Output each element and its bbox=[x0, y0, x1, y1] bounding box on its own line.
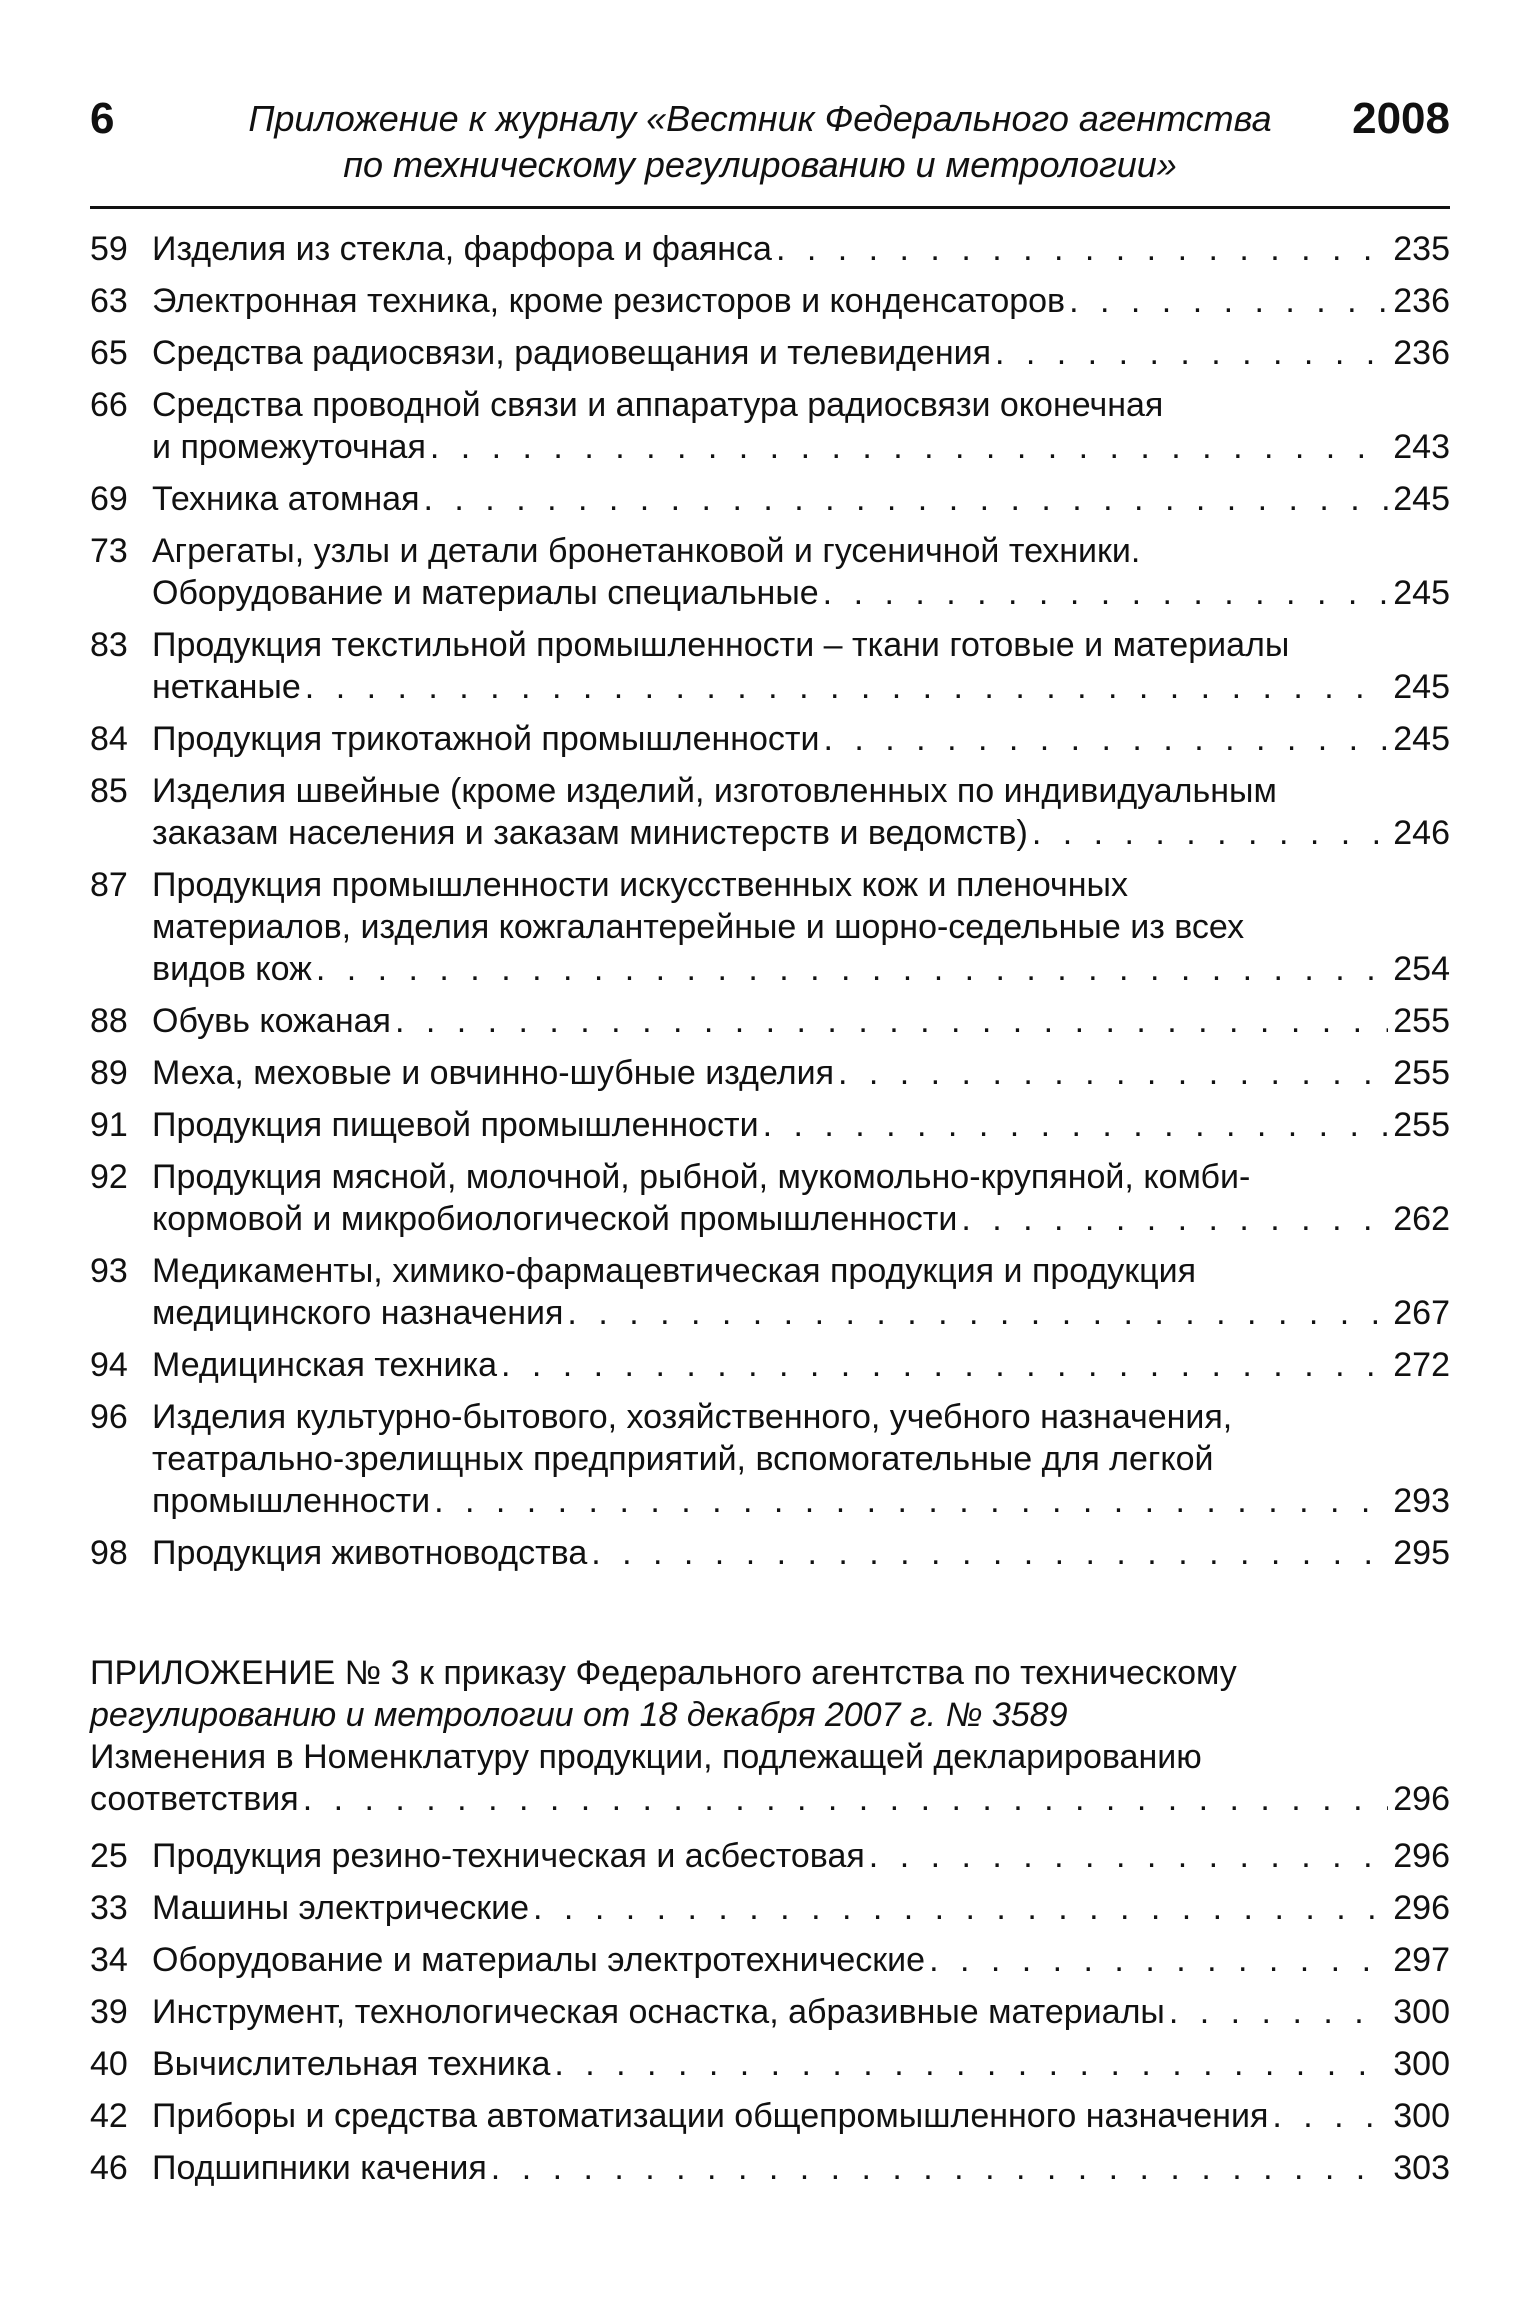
dot-leader bbox=[819, 572, 1388, 614]
entry-page-number: 235 bbox=[1393, 230, 1450, 268]
appendix-line3: Изменения в Номенклатуру продукции, подлежащей декларированию bbox=[90, 1738, 1202, 1776]
entry-code: 89 bbox=[90, 1054, 128, 1092]
entry-code: 69 bbox=[90, 480, 128, 518]
entry-title: Продукция трикотажной промышленности bbox=[152, 720, 820, 758]
entry-title: Техника атомная bbox=[152, 480, 420, 518]
entry-code: 93 bbox=[90, 1252, 128, 1290]
entry-page-number: 293 bbox=[1393, 1482, 1450, 1520]
entry-body bbox=[152, 2043, 1450, 2085]
entry-last-line bbox=[152, 2043, 1450, 2085]
entry-title: медицинского назначения bbox=[152, 1294, 564, 1332]
entry-page-number: 243 bbox=[1393, 428, 1450, 466]
entry-page-number: 245 bbox=[1393, 480, 1450, 518]
entry-body bbox=[152, 1939, 1450, 1981]
entry-last-line bbox=[152, 2147, 1450, 2189]
entry-page-number: 297 bbox=[1393, 1941, 1450, 1979]
dot-leader bbox=[299, 1778, 1388, 1820]
entry-body bbox=[152, 1991, 1450, 2033]
entry-title-line: Изделия культурно-бытового, хозяйственного, учебного назначения, bbox=[152, 1398, 1233, 1436]
entry-page-number: 300 bbox=[1393, 2045, 1450, 2083]
entry-last-line bbox=[152, 1344, 1450, 1386]
entry-last-line bbox=[152, 1052, 1450, 1094]
toc-entry bbox=[90, 280, 1450, 322]
entry-body bbox=[152, 2095, 1450, 2137]
entry-title-line: Продукция промышленности искусственных кож и пленочных bbox=[152, 866, 1128, 904]
entry-code: 87 bbox=[90, 866, 128, 904]
entry-code: 65 bbox=[90, 334, 128, 372]
page-header bbox=[90, 90, 1450, 210]
entry-last-line bbox=[152, 1887, 1450, 1929]
dot-leader bbox=[1065, 280, 1388, 322]
entry-last-line bbox=[152, 948, 1450, 990]
dot-leader bbox=[391, 1000, 1388, 1042]
publication-year: 2008 bbox=[1352, 94, 1450, 143]
entry-page-number: 255 bbox=[1393, 1002, 1450, 1040]
entry-code: 91 bbox=[90, 1106, 128, 1144]
journal-title-line2: по техническому регулированию и метрологии» bbox=[343, 144, 1177, 185]
entry-page-number: 300 bbox=[1393, 2097, 1450, 2135]
entry-code: 46 bbox=[90, 2149, 128, 2187]
entry-code: 73 bbox=[90, 532, 128, 570]
entry-body bbox=[152, 770, 1450, 854]
entry-code: 40 bbox=[90, 2045, 128, 2083]
entry-last-line bbox=[152, 1000, 1450, 1042]
dot-leader bbox=[430, 1480, 1388, 1522]
dot-leader bbox=[865, 1835, 1388, 1877]
entry-title: кормовой и микробиологической промышленности bbox=[152, 1200, 958, 1238]
entry-title: Оборудование и материалы электротехнические bbox=[152, 1941, 926, 1979]
entry-page-number: 254 bbox=[1393, 950, 1450, 988]
entry-code: 25 bbox=[90, 1837, 128, 1875]
entry-last-line bbox=[152, 572, 1450, 614]
table-of-contents bbox=[90, 228, 1450, 1584]
dot-leader bbox=[420, 478, 1388, 520]
entry-code: 98 bbox=[90, 1534, 128, 1572]
entry-page-number: 267 bbox=[1393, 1294, 1450, 1332]
entry-body bbox=[152, 1835, 1450, 1877]
entry-code: 66 bbox=[90, 386, 128, 424]
dot-leader bbox=[820, 718, 1389, 760]
entry-code: 94 bbox=[90, 1346, 128, 1384]
entry-code: 96 bbox=[90, 1398, 128, 1436]
entry-last-line bbox=[152, 1991, 1450, 2033]
entry-body bbox=[152, 332, 1450, 374]
entry-last-line bbox=[152, 1835, 1450, 1877]
toc-entry bbox=[90, 2147, 1450, 2189]
entry-title-line: материалов, изделия кожгалантерейные и шорно-седельные из всех bbox=[152, 908, 1245, 946]
entry-title: Обувь кожаная bbox=[152, 1002, 391, 1040]
entry-code: 92 bbox=[90, 1158, 128, 1196]
entry-body bbox=[152, 1104, 1450, 1146]
entry-title: Продукция резино-техническая и асбестовая bbox=[152, 1837, 865, 1875]
entry-code: 88 bbox=[90, 1002, 128, 1040]
toc-entry bbox=[90, 1991, 1450, 2033]
entry-last-line bbox=[152, 1532, 1450, 1574]
entry-last-line bbox=[152, 2095, 1450, 2137]
toc-entry bbox=[90, 770, 1450, 854]
entry-title-line: Агрегаты, узлы и детали бронетанковой и гусеничной техники. bbox=[152, 532, 1141, 570]
entry-body bbox=[152, 1887, 1450, 1929]
header-divider bbox=[90, 206, 1450, 209]
entry-title: и промежуточная bbox=[152, 428, 426, 466]
entry-body bbox=[152, 228, 1450, 270]
appendix-table-of-contents bbox=[90, 1835, 1450, 2199]
toc-entry bbox=[90, 1396, 1450, 1522]
entry-code: 39 bbox=[90, 1993, 128, 2031]
journal-title bbox=[210, 96, 1310, 188]
entry-title: Изделия из стекла, фарфора и фаянса bbox=[152, 230, 772, 268]
entry-body bbox=[152, 1396, 1450, 1522]
entry-body bbox=[152, 1250, 1450, 1334]
entry-title: нетканые bbox=[152, 668, 301, 706]
entry-title-line: Изделия швейные (кроме изделий, изготовленных по индивидуальным bbox=[152, 772, 1277, 810]
toc-entry bbox=[90, 1887, 1450, 1929]
toc-entry bbox=[90, 228, 1450, 270]
entry-body bbox=[152, 1052, 1450, 1094]
entry-body bbox=[152, 1344, 1450, 1386]
entry-title: Медицинская техника bbox=[152, 1346, 497, 1384]
entry-title: Оборудование и материалы специальные bbox=[152, 574, 819, 612]
entry-last-line bbox=[152, 1939, 1450, 1981]
toc-entry bbox=[90, 332, 1450, 374]
entry-code: 63 bbox=[90, 282, 128, 320]
appendix-heading bbox=[90, 1652, 1450, 1832]
toc-entry bbox=[90, 2043, 1450, 2085]
entry-body bbox=[152, 624, 1450, 708]
dot-leader bbox=[587, 1532, 1388, 1574]
entry-last-line bbox=[152, 718, 1450, 760]
entry-last-line bbox=[152, 1104, 1450, 1146]
toc-entry bbox=[90, 478, 1450, 520]
entry-code: 83 bbox=[90, 626, 128, 664]
appendix-line1: ПРИЛОЖЕНИЕ № 3 к приказу Федерального агентства по техническому bbox=[90, 1654, 1237, 1692]
dot-leader bbox=[426, 426, 1388, 468]
entry-code: 33 bbox=[90, 1889, 128, 1927]
entry-body bbox=[152, 1532, 1450, 1574]
toc-entry bbox=[90, 1835, 1450, 1877]
toc-entry bbox=[90, 1000, 1450, 1042]
toc-entry bbox=[90, 1052, 1450, 1094]
dot-leader bbox=[991, 332, 1388, 374]
toc-entry bbox=[90, 718, 1450, 760]
toc-entry bbox=[90, 1156, 1450, 1240]
entry-title: Электронная техника, кроме резисторов и конденсаторов bbox=[152, 282, 1066, 320]
appendix-last-line bbox=[90, 1778, 1450, 1820]
entry-body bbox=[152, 530, 1450, 614]
entry-title: Продукция пищевой промышленности bbox=[152, 1106, 759, 1144]
journal-title-line1: Приложение к журналу «Вестник Федерального агентства bbox=[248, 98, 1272, 139]
toc-entry bbox=[90, 1532, 1450, 1574]
entry-page-number: 245 bbox=[1393, 574, 1450, 612]
entry-body bbox=[152, 718, 1450, 760]
entry-body bbox=[152, 2147, 1450, 2189]
toc-entry bbox=[90, 624, 1450, 708]
entry-code: 85 bbox=[90, 772, 128, 810]
dot-leader bbox=[563, 1292, 1388, 1334]
entry-last-line bbox=[152, 1198, 1450, 1240]
toc-entry bbox=[90, 1104, 1450, 1146]
toc-entry bbox=[90, 2095, 1450, 2137]
entry-page-number: 236 bbox=[1393, 282, 1450, 320]
entry-last-line bbox=[152, 812, 1450, 854]
entry-title: Подшипники качения bbox=[152, 2149, 487, 2187]
entry-title: Инструмент, технологическая оснастка, абразивные материалы bbox=[152, 1993, 1165, 2031]
dot-leader bbox=[497, 1344, 1388, 1386]
dot-leader bbox=[1165, 1991, 1388, 2033]
appendix-page: 296 bbox=[1393, 1780, 1450, 1818]
entry-title: промышленности bbox=[152, 1482, 431, 1520]
entry-title: заказам населения и заказам министерств и ведомств) bbox=[152, 814, 1028, 852]
entry-page-number: 255 bbox=[1393, 1054, 1450, 1092]
dot-leader bbox=[1028, 812, 1388, 854]
toc-entry bbox=[90, 864, 1450, 990]
entry-title: видов кож bbox=[152, 950, 312, 988]
entry-page-number: 246 bbox=[1393, 814, 1450, 852]
entry-title: Вычислительная техника bbox=[152, 2045, 551, 2083]
entry-last-line bbox=[152, 478, 1450, 520]
entry-title: Меха, меховые и овчинно-шубные изделия bbox=[152, 1054, 834, 1092]
entry-last-line bbox=[152, 1480, 1450, 1522]
entry-last-line bbox=[152, 1292, 1450, 1334]
dot-leader bbox=[301, 666, 1388, 708]
dot-leader bbox=[834, 1052, 1388, 1094]
entry-title: Продукция животноводства bbox=[152, 1534, 588, 1572]
dot-leader bbox=[957, 1198, 1388, 1240]
dot-leader bbox=[529, 1887, 1388, 1929]
toc-entry bbox=[90, 1344, 1450, 1386]
entry-title: Приборы и средства автоматизации общепромышленного назначения bbox=[152, 2097, 1269, 2135]
entry-body bbox=[152, 1156, 1450, 1240]
entry-code: 84 bbox=[90, 720, 128, 758]
toc-entry bbox=[90, 1250, 1450, 1334]
entry-title-line: Продукция текстильной промышленности – ткани готовые и материалы bbox=[152, 626, 1290, 664]
dot-leader bbox=[772, 228, 1388, 270]
page-number: 6 bbox=[90, 94, 115, 143]
entry-code: 42 bbox=[90, 2097, 128, 2135]
dot-leader bbox=[759, 1104, 1388, 1146]
entry-page-number: 296 bbox=[1393, 1837, 1450, 1875]
dot-leader bbox=[487, 2147, 1388, 2189]
entry-page-number: 295 bbox=[1393, 1534, 1450, 1572]
entry-page-number: 245 bbox=[1393, 720, 1450, 758]
dot-leader bbox=[1268, 2095, 1388, 2137]
entry-page-number: 245 bbox=[1393, 668, 1450, 706]
entry-page-number: 300 bbox=[1393, 1993, 1450, 2031]
entry-last-line bbox=[152, 332, 1450, 374]
entry-last-line bbox=[152, 666, 1450, 708]
entry-last-line bbox=[152, 228, 1450, 270]
dot-leader bbox=[925, 1939, 1388, 1981]
appendix-last-text: соответствия bbox=[90, 1780, 299, 1818]
entry-last-line bbox=[152, 280, 1450, 322]
toc-entry bbox=[90, 530, 1450, 614]
entry-title-line: Средства проводной связи и аппаратура радиосвязи оконечная bbox=[152, 386, 1164, 424]
entry-code: 59 bbox=[90, 230, 128, 268]
entry-page-number: 262 bbox=[1393, 1200, 1450, 1238]
entry-body bbox=[152, 280, 1450, 322]
entry-title-line: Продукция мясной, молочной, рыбной, мукомольно-крупяной, комби- bbox=[152, 1158, 1251, 1196]
entry-body bbox=[152, 864, 1450, 990]
entry-title: Машины электрические bbox=[152, 1889, 530, 1927]
entry-body bbox=[152, 384, 1450, 468]
entry-page-number: 296 bbox=[1393, 1889, 1450, 1927]
entry-body bbox=[152, 478, 1450, 520]
toc-entry bbox=[90, 384, 1450, 468]
entry-page-number: 255 bbox=[1393, 1106, 1450, 1144]
entry-page-number: 272 bbox=[1393, 1346, 1450, 1384]
entry-page-number: 236 bbox=[1393, 334, 1450, 372]
toc-entry bbox=[90, 1939, 1450, 1981]
entry-title-line: театрально-зрелищных предприятий, вспомогательные для легкой bbox=[152, 1440, 1214, 1478]
entry-title-line: Медикаменты, химико-фармацевтическая продукция и продукция bbox=[152, 1252, 1197, 1290]
dot-leader bbox=[550, 2043, 1388, 2085]
entry-body bbox=[152, 1000, 1450, 1042]
entry-page-number: 303 bbox=[1393, 2149, 1450, 2187]
entry-last-line bbox=[152, 426, 1450, 468]
appendix-line2: регулированию и метрологии от 18 декабря 2007 г. № 3589 bbox=[90, 1696, 1068, 1734]
dot-leader bbox=[312, 948, 1388, 990]
entry-code: 34 bbox=[90, 1941, 128, 1979]
entry-title: Средства радиосвязи, радиовещания и телевидения bbox=[152, 334, 991, 372]
